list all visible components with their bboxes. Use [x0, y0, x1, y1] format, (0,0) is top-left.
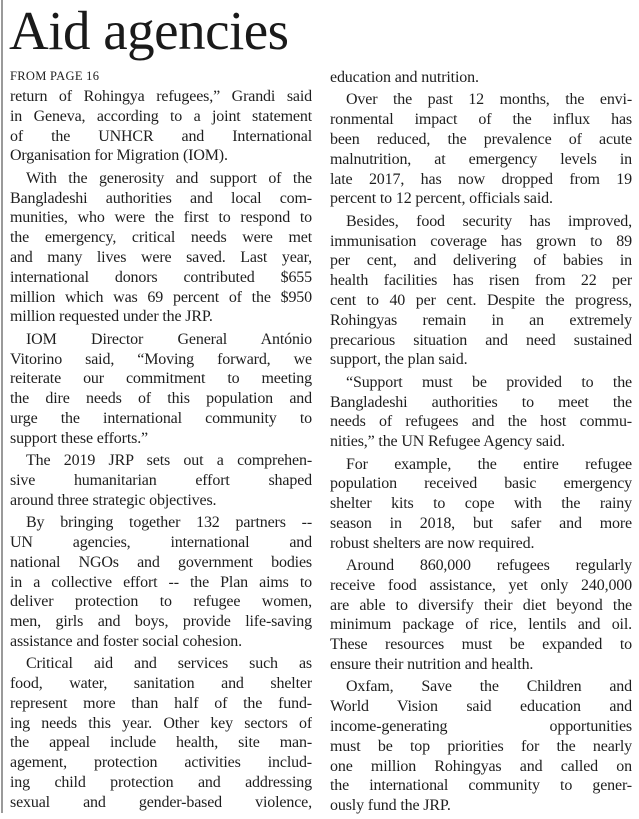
text-line: one million Rohingyas and called on — [330, 757, 632, 775]
text-line: ing child protection and addressing — [10, 774, 312, 792]
text-line: ronmental impact of the influx has — [330, 111, 632, 129]
text-line: men, girls and boys, provide life-saving — [10, 613, 312, 631]
text-line: With the generosity and support of the — [26, 169, 312, 187]
article-paragraph — [10, 330, 312, 449]
page-edge-rule — [1, 0, 3, 813]
article-paragraph — [330, 677, 632, 816]
text-line: Critical aid and services such as — [26, 655, 312, 673]
text-line: education and nutrition. — [330, 69, 479, 86]
text-line: UN agencies, international and — [10, 533, 312, 551]
text-line: return of Rohingya refugees,” Grandi said — [10, 88, 312, 105]
text-line: national NGOs and government bodies — [10, 553, 312, 571]
text-line: support, the plan said. — [330, 351, 468, 369]
text-line: million requested under the JRP. — [10, 308, 213, 326]
text-line: receive food assistance, yet only 240,000 — [330, 576, 632, 594]
text-line: around three strategic objectives. — [10, 491, 217, 509]
text-line: per cent, and delivering of babies in — [330, 252, 632, 270]
text-line: represent more than half of the fund- — [10, 694, 312, 712]
text-line: nities,” the UN Refugee Agency said. — [330, 433, 565, 451]
text-line: the dire needs of this population and — [10, 390, 312, 408]
text-line: and many lives were saved. Last year, — [10, 248, 312, 266]
text-line: of the UNHCR and International — [10, 127, 312, 145]
text-line: sive humanitarian effort shaped — [10, 471, 312, 489]
text-line: By bringing together 132 partners -- — [26, 514, 312, 532]
text-line: “Support must be provided to the — [346, 373, 632, 391]
article-paragraph — [10, 87, 312, 166]
article-paragraph — [330, 373, 632, 452]
text-line: Bangladeshi authorities to meet the — [330, 393, 632, 411]
text-line: Organisation for Migration (IOM). — [10, 147, 228, 165]
text-line: agement, protection activities includ- — [10, 754, 312, 772]
text-line: assistance and foster social cohesion. — [10, 632, 243, 650]
text-line: munities, who were the first to respond to — [10, 209, 312, 227]
article-paragraph — [330, 90, 632, 209]
text-line: Rohingyas remain in an extremely — [330, 311, 632, 329]
text-line: These resources must be expanded to — [330, 636, 632, 654]
text-line: the international community to gener- — [330, 777, 632, 795]
text-line: Vitorino said, “Moving forward, we — [10, 350, 312, 368]
text-line: population received basic emergency — [330, 475, 632, 493]
text-line: income-generating opportunities — [330, 718, 632, 736]
text-line: must be top priorities for the nearly — [330, 737, 632, 755]
text-line: IOM Director General António — [26, 330, 312, 348]
text-line: World Vision said education and — [330, 698, 632, 716]
text-line: deliver protection to refugee women, — [10, 593, 312, 611]
text-line: ing needs this year. Other key sectors of — [10, 714, 312, 732]
text-line: sexual and gender-based violence, — [10, 793, 312, 811]
article-paragraph — [10, 654, 312, 812]
text-line: the emergency, critical needs were met — [10, 229, 312, 247]
text-line: been reduced, the prevalence of acute — [330, 130, 632, 148]
article-paragraph — [330, 455, 632, 554]
text-line: For example, the entire refugee — [346, 455, 632, 473]
text-line: malnutrition, at emergency levels in — [330, 150, 632, 168]
headline: Aid agencies — [9, 0, 289, 61]
article-paragraph — [10, 451, 312, 510]
article-paragraph — [10, 513, 312, 652]
text-line: ously fund the JRP. — [330, 797, 451, 815]
text-line: Over the past 12 months, the envi- — [346, 91, 632, 109]
text-line: million which was 69 percent of the $950 — [10, 288, 312, 306]
text-line: in Geneva, according to a joint statement — [10, 107, 312, 125]
article-paragraph — [330, 212, 632, 370]
text-line: support these efforts.” — [10, 429, 148, 447]
text-line: reiterate our commitment to meeting — [10, 370, 312, 388]
text-line: immunisation coverage has grown to 89 — [330, 232, 632, 250]
text-line: Around 860,000 refugees regularly — [346, 557, 632, 575]
article-paragraph — [10, 169, 312, 327]
text-line: health facilities has risen from 22 per — [330, 272, 632, 290]
text-line: the appeal include health, site man- — [10, 734, 312, 752]
text-line: precarious situation and need sustained — [330, 331, 632, 349]
text-line: robust shelters are now required. — [330, 534, 535, 552]
text-line: ensure their nutrition and health. — [330, 656, 534, 674]
article-column-right — [330, 68, 632, 819]
text-line: The 2019 JRP sets out a comprehen- — [26, 452, 312, 470]
text-line: are able to diversify their diet beyond the — [330, 596, 632, 614]
text-line: in a collective effort -- the Plan aims to — [10, 573, 312, 591]
text-line: cent to 40 per cent. Despite the progress, — [330, 291, 632, 309]
text-line: season in 2018, but safer and more — [330, 514, 632, 532]
text-line: percent to 12 percent, officials said. — [330, 190, 553, 208]
text-line: urge the international community to — [10, 409, 312, 427]
text-line: needs of refugees and the host commu- — [330, 413, 632, 431]
continued-from-kicker: FROM PAGE 16 — [10, 69, 100, 83]
text-line: shelter kits to cope with the rainy — [330, 495, 632, 513]
article-paragraph — [330, 68, 632, 88]
text-line: food, water, sanitation and shelter — [10, 675, 312, 693]
text-line: Bangladeshi authorities and local com- — [10, 189, 312, 207]
text-line: late 2017, has now dropped from 19 — [330, 170, 632, 188]
text-line: Oxfam, Save the Children and — [346, 678, 632, 696]
article-paragraph — [330, 556, 632, 675]
text-line: minimum package of rice, lentils and oil. — [330, 616, 632, 634]
text-line: Besides, food security has improved, — [346, 212, 632, 230]
article-column-left — [10, 87, 312, 815]
text-line: international donors contributed $655 — [10, 268, 312, 286]
